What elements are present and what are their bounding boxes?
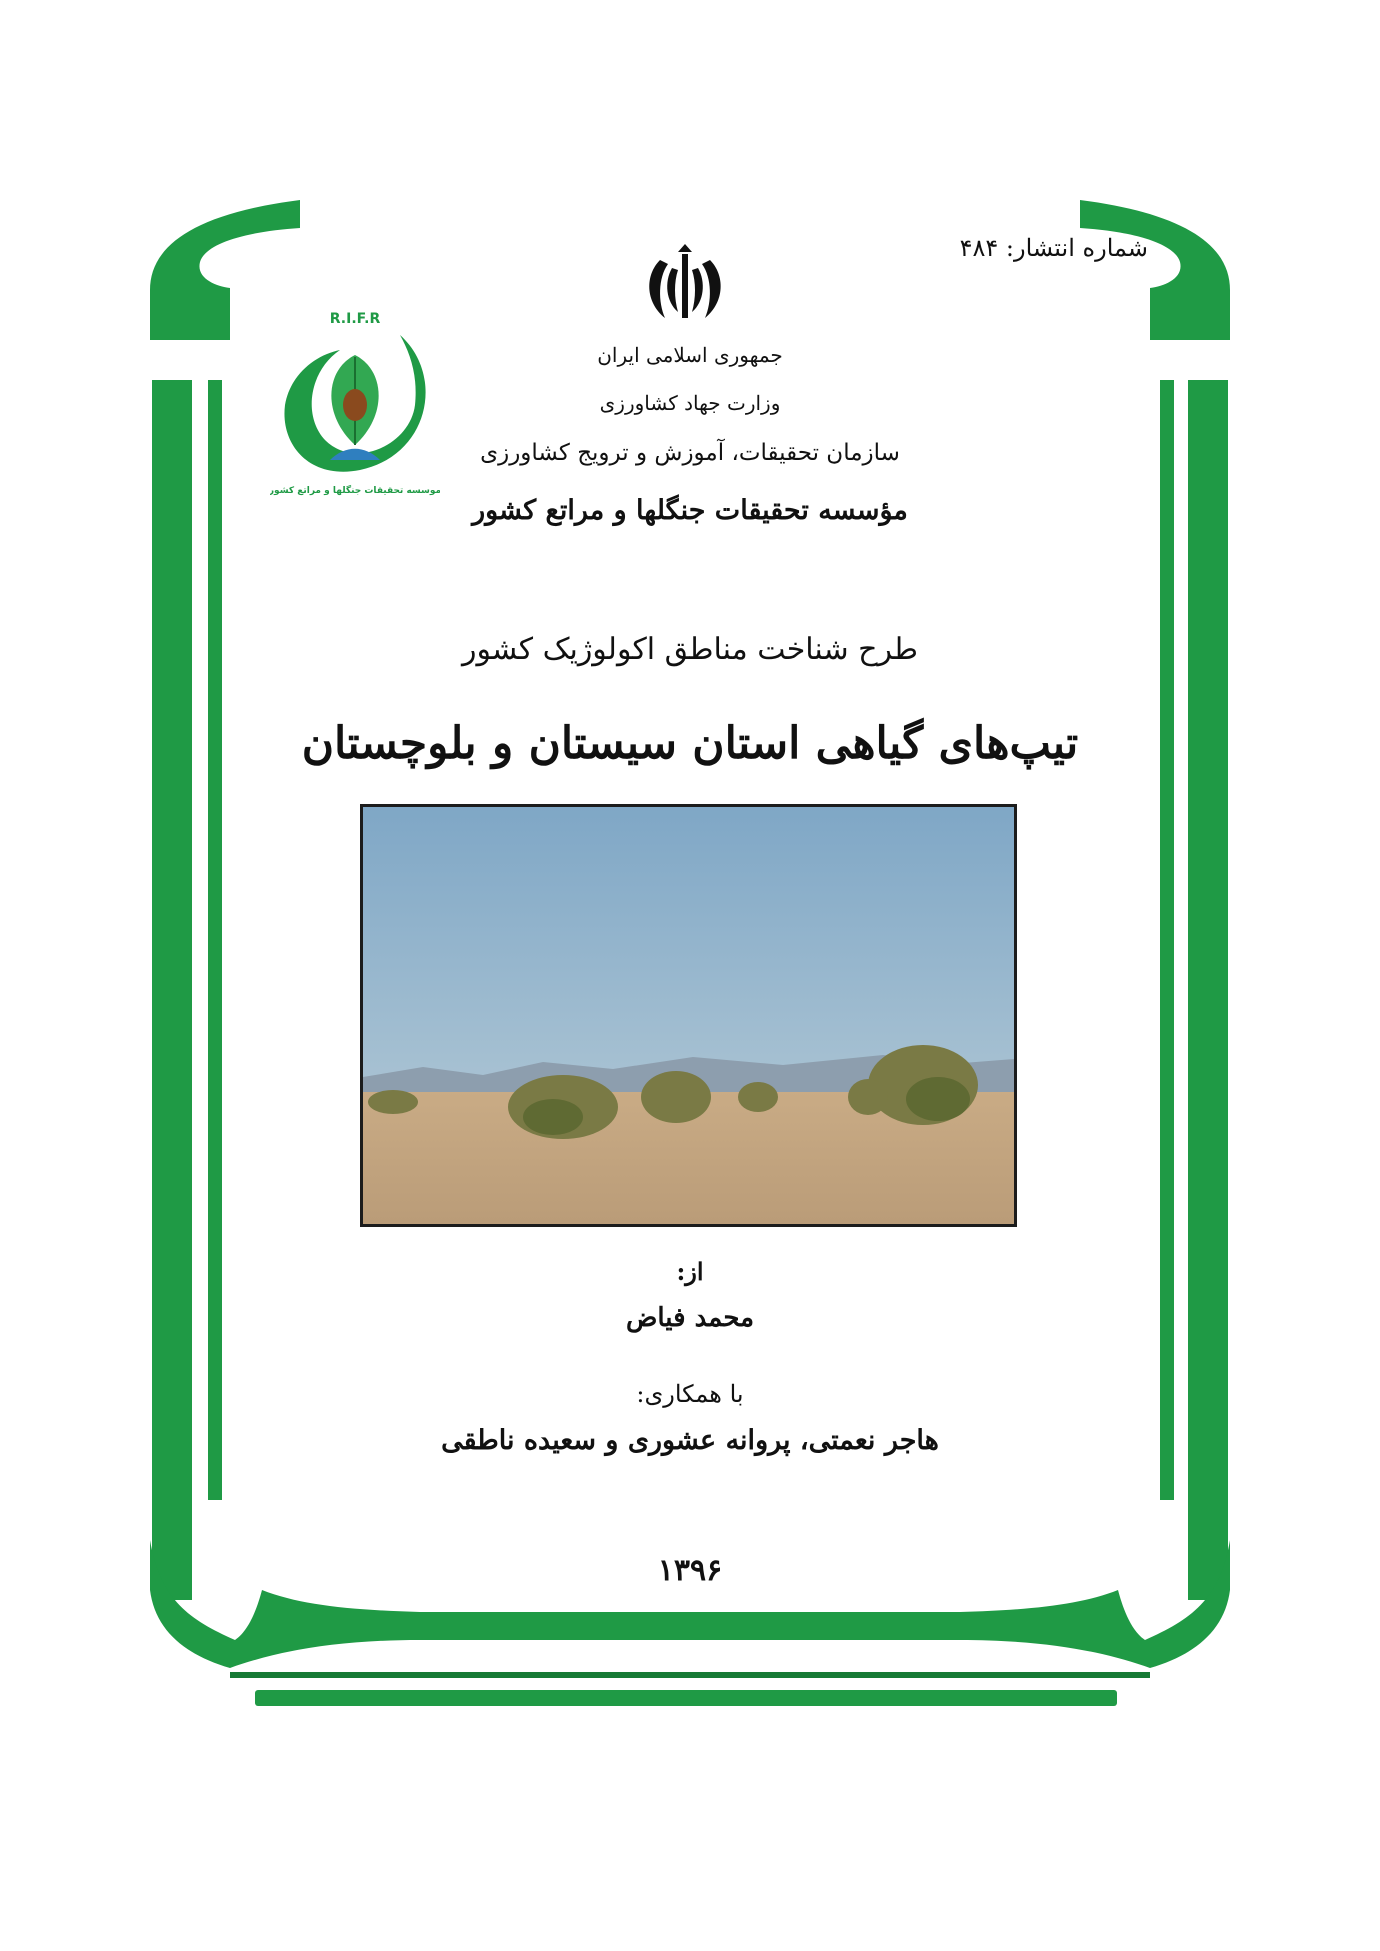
- institute-name: مؤسسه تحقیقات جنگلها و مراتع کشور: [472, 495, 908, 526]
- ministry-name: وزارت جهاد کشاورزی: [599, 391, 781, 415]
- publication-number: شماره انتشار: ۴۸۴: [959, 234, 1148, 262]
- rifr-logo: [270, 295, 440, 510]
- organization-name: سازمان تحقیقات، آموزش و ترویج کشاورزی: [480, 440, 900, 466]
- project-title: طرح شناخت مناطق اکولوژیک کشور: [462, 632, 918, 667]
- republic-name: جمهوری اسلامی ایران: [597, 343, 783, 367]
- iran-emblem-icon: [640, 240, 730, 330]
- collaborators: هاجر نعمتی، پروانه عشوری و سعیده ناطقی: [441, 1425, 939, 1456]
- leaf-icon: [330, 355, 380, 460]
- logo-caption: موسسه تحقیقات جنگلها و مراتع کشور: [270, 486, 440, 496]
- logo-acronym: R.I.F.R: [329, 311, 381, 327]
- publication-year: ۱۳۹۶: [657, 1553, 723, 1588]
- collaboration-label: با همکاری:: [636, 1380, 744, 1408]
- author-name: محمد فیاض: [625, 1303, 755, 1333]
- desert-shrubland-photo: [360, 804, 1017, 1227]
- main-title: تیپ‌های گیاهی استان سیستان و بلوچستان: [301, 718, 1079, 769]
- from-label: از:: [676, 1257, 704, 1286]
